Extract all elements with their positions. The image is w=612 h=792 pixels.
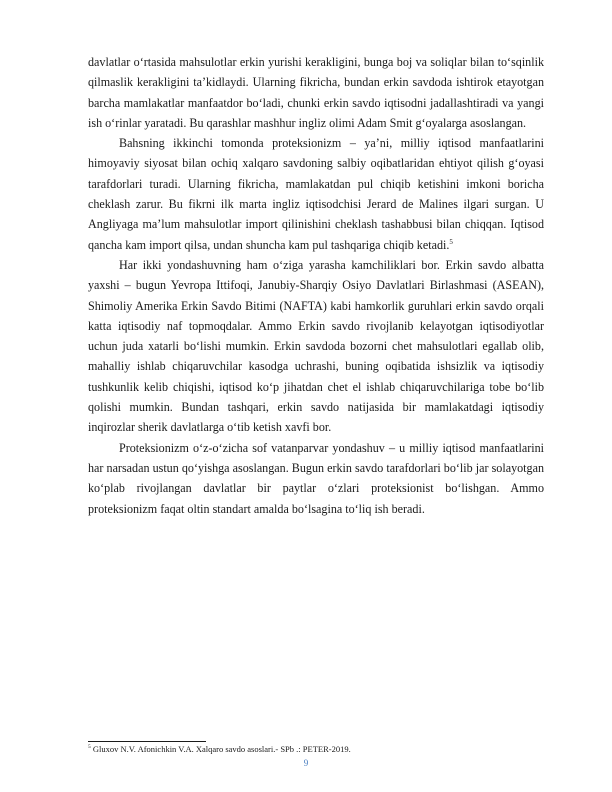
page-number: 9 bbox=[303, 758, 309, 768]
paragraph-3-text: Har ikki yondashuvning ham o‘ziga yarasha kamchiliklari bor. Erkin savdo albatta yaxshi – bugun Yevropa Ittifoqi, Janubiy-Sharqiy Osiyo Davlatlari Birlashmasi (ASEAN), Shimoliy Amerika Erkin Savdo Bitimi (NAFTA) kabi hamkorlik guruhlari erkin savdo orqali katta iqtisodiy naf topmoqdalar. Ammo Erkin savdo rivojlanib kelayotgan iqtisodiyotlar uchun juda xatarli bo‘lishi mumkin. Erkin savdoda bozorni chet mahsulotlari egallab olib, mahalliy ishlab chiqaruvchilar kasodga uchrashi, buning oqibatida ishsizlik va iqtisodiy tushkunlik kelib chiqishi, iqtisod ko‘p jihatdan chet el ishlab chiqaruvchilariga tobe bo‘lib qolishi mumkin. Bundan tashqari, erkin savdo natijasida bir mamlakatdagi iqtisodiy inqirozlar sherik davlatlarga o‘tib ketish xavfi bor. bbox=[88, 257, 544, 435]
paragraph-2-text: Bahsning ikkinchi tomonda proteksionizm – ya’ni, milliy iqtisod manfaatlarini himoyaviy siyosat bilan ochiq xalqaro savdoning salbiy oqibatlaridan ehtiyot qilish g‘oyasi tarafdorlari turadi. Ularning fikricha, mamlakatdan pul chiqib ketishini imkoni boricha cheklash zarur. Bu fikrni ilk marta ingliz iqtisodchisi Jerard de Malines ilgari surgan. U Angliyaga ma’lum mahsulotlar import qilinishini cheklash tashabbusi bilan chiqqan. Iqtisod qancha kam import qilsa, undan shuncha kam pul tashqariga chiqib ketadi. bbox=[88, 136, 544, 252]
paragraph-1-text: davlatlar o‘rtasida mahsulotlar erkin yurishi kerakligini, bunga boj va soliqlar bilan to‘sqinlik qilmaslik kerakligini ta’kidlaydi. Ularning fikricha, bundan erkin savdoda ishtirok etayotgan barcha mamlakatlar manfaatdor bo‘ladi, chunki erkin savdo iqtisodni jadallashtiradi va yangi ish o‘rinlar yaratadi. Bu qarashlar mashhur ingliz olimi Adam Smit g‘oyalarga asoslangan. bbox=[88, 55, 544, 130]
main-text bbox=[88, 52, 544, 519]
footnote-divider bbox=[88, 741, 206, 742]
footnote bbox=[88, 744, 544, 755]
paragraph-4-text: Proteksionizm o‘z-o‘zicha sof vatanparvar yondashuv – u milliy iqtisod manfaatlarini har narsadan ustun qo‘yishga asoslangan. Bugun erkin savdo tarafdorlari bo‘lib jar solayotgan ko‘plab rivojlangan davlatlar bir paytlar o‘zlari proteksionist bo‘lishgan. Ammo proteksionizm faqat oltin standart amalda bo‘lsagina to‘liq ish beradi. bbox=[88, 440, 544, 516]
paragraph-4 bbox=[88, 438, 544, 519]
paragraph-2 bbox=[88, 133, 544, 255]
footnote-text: Gluxov N.V. Afonichkin V.A. Xalqaro savdo asoslari.- SPb .: PETER-2019. bbox=[90, 744, 351, 754]
paragraph-1 bbox=[88, 52, 544, 133]
footnote-number: 5 bbox=[88, 744, 91, 751]
paragraph-3 bbox=[88, 255, 544, 438]
footnote-reference[interactable]: 5 bbox=[449, 237, 453, 246]
